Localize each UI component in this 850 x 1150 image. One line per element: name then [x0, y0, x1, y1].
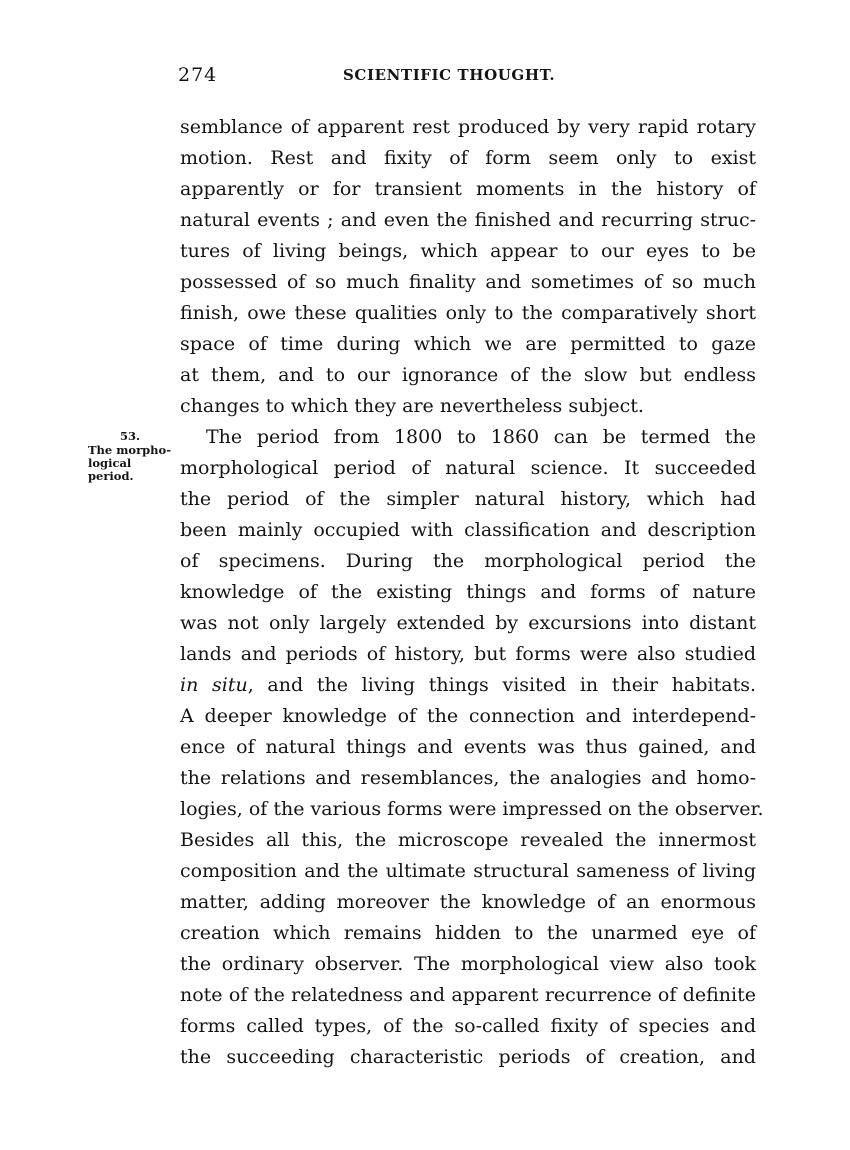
text-line: The period from 1800 to 1860 can be termed the [206, 426, 756, 448]
margin-note-line: period. [88, 469, 134, 483]
text-line: at them, and to our ignorance of the slow but endless [180, 364, 756, 386]
text-line: the period of the simpler natural history, which had [180, 488, 756, 510]
text-line: note of the relatedness and apparent recurrence of definite [180, 984, 756, 1006]
text-line: creation which remains hidden to the unarmed eye of [180, 922, 756, 944]
text-line: morphological period of natural science. It succeeded [180, 457, 756, 479]
text-line-with-italic [180, 670, 756, 701]
text-line: knowledge of the existing things and forms of nature [180, 581, 756, 603]
text-line-rest: , and the living things visited in their habitats. [247, 674, 756, 696]
page-number: 274 [178, 64, 218, 86]
text-line: the relations and resemblances, the analogies and homo- [180, 767, 756, 789]
text-line: been mainly occupied with classification and description [180, 519, 756, 541]
text-line: motion. Rest and fixity of form seem only to exist [180, 147, 756, 169]
text-line: ence of natural things and events was thus gained, and [180, 736, 756, 758]
text-line: apparently or for transient moments in the history of [180, 178, 756, 200]
text-line: possessed of so much finality and sometimes of so much [180, 271, 756, 293]
text-line: the succeeding characteristic periods of creation, and [180, 1046, 756, 1068]
margin-note-line: The morpho- [88, 443, 171, 457]
text-line: semblance of apparent rest produced by very rapid rotary [180, 116, 756, 138]
text-line: was not only largely extended by excursions into distant [180, 612, 756, 634]
text-line: finish, owe these qualities only to the comparatively short [180, 302, 756, 324]
margin-note-number: 53. [120, 429, 141, 443]
text-line: the ordinary observer. The morphological view also took [180, 953, 756, 975]
text-line: of specimens. During the morphological period the [180, 550, 756, 572]
text-line: composition and the ultimate structural sameness of living [180, 860, 756, 882]
text-line: tures of living beings, which appear to our eyes to be [180, 240, 756, 262]
body-text [180, 112, 764, 1073]
text-line: lands and periods of history, but forms were also studied [180, 643, 756, 665]
text-line: Besides all this, the microscope revealed the innermost [180, 829, 756, 851]
text-line: space of time during which we are permitted to gaze [180, 333, 756, 355]
margin-note-line: logical [88, 456, 132, 470]
text-line: matter, adding moreover the knowledge of an enormous [180, 891, 756, 913]
text-line: changes to which they are nevertheless subject. [180, 395, 644, 417]
margin-note [88, 430, 180, 483]
text-line: A deeper knowledge of the connection and interdepend- [180, 705, 756, 727]
running-title: SCIENTIFIC THOUGHT. [343, 66, 556, 84]
italic-phrase: in situ [180, 674, 248, 696]
text-line: forms called types, of the so-called fixity of species and [180, 1015, 756, 1037]
text-line: natural events ; and even the finished and recurring struc- [180, 209, 756, 231]
text-line: logies, of the various forms were impressed on the observer. [180, 798, 764, 820]
running-head [178, 64, 758, 88]
